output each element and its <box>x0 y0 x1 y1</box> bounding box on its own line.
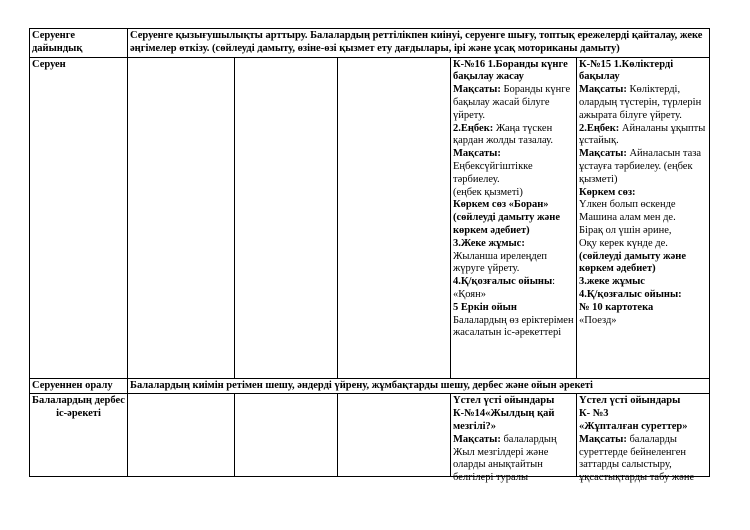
independent-row <box>30 394 710 477</box>
independent-label: Балалардың дербес іс-әрекеті <box>30 394 128 477</box>
cell-line: Мақсаты: <box>453 148 501 160</box>
cell-line: К-№14«Жылдың қай мезгілі?» <box>453 408 555 432</box>
cell-line: Көркем сөз: <box>579 186 636 198</box>
prep-row <box>30 29 710 58</box>
cell-line: Мақсаты: балаларды суреттерде бейнеленген заттарды салыстыру, ұқсастықтарды табу және <box>579 433 695 484</box>
cell-line: 3.жеке жұмыс <box>579 276 645 288</box>
independent-thu-content <box>453 395 574 484</box>
cell-line: 5 Еркін ойын <box>453 301 517 313</box>
independent-cell-tue <box>235 394 338 477</box>
cell-line: Мақсаты: балалардың Жыл мезгілдері және оларды анықтайтын белгілері туралы <box>453 433 557 484</box>
cell-line: Мақсаты: Боранды күнге бақылау жасай білуге үйрету. <box>453 84 571 121</box>
cell-line: Көркем сөз «Боран» (сөйлеуді дамыту және көркем әдебиет) <box>453 199 560 236</box>
cell-line: К- №3 <box>579 408 609 420</box>
walk-label: Серуен <box>30 57 128 378</box>
prep-text: Серуенге қызығушылықты арттыру. Балалардың реттілікпен киінуі, серуенге шығу, топтық ережелерді қайталау, жеке әңгімелер өткізу. (сөйлеуді дамыту, өзіне-өзі қызмет ету дағдылары, ірі және ұсақ моториканы дамыту) <box>128 29 710 58</box>
independent-cell-mon <box>128 394 235 477</box>
independent-cell-fri <box>577 394 710 484</box>
cell-line: 4.Қ/қозғалыс ойыны: «Қоян» <box>453 276 556 300</box>
cell-line: 2.Еңбек: Жаңа түскен қардан жолды тазалау. <box>453 122 553 147</box>
cell-line: Үлкен болып өскенде <box>579 199 676 211</box>
independent-cell-thu <box>451 394 577 484</box>
plan-table <box>29 28 710 484</box>
independent-fri-content <box>579 395 707 484</box>
cell-line: 3.Жеке жұмыс: <box>453 237 525 249</box>
walk-cell-wed <box>338 57 451 378</box>
cell-line: Оқу керек күнде де. (сөйлеуді дамыту және көркем әдебиет) <box>579 237 686 275</box>
cell-line: 4.Қ/қозғалыс ойыны: <box>579 288 682 300</box>
cell-line: 2.Еңбек: Айналаны ұқыпты ұстайық. <box>579 122 706 147</box>
cell-line: Машина алам мен де. <box>579 212 676 224</box>
cell-line: № 10 картотека <box>579 301 654 313</box>
cell-line: Мақсаты: Айналасын таза ұстауға тәрбиелеу. (еңбек қызметі) <box>579 148 702 185</box>
cell-line: Жыланша ирелеңдеп жүруге үйрету. <box>453 250 548 275</box>
cell-line: «Поезд» <box>579 314 617 326</box>
return-row <box>30 378 710 394</box>
return-text: Балалардың киімін ретімен шешу, әндерді үйрену, жұмбақтарды шешу, дербес және ойын әрекеті <box>128 378 710 394</box>
walk-cell-fri <box>577 57 710 378</box>
walk-cell-tue <box>235 57 338 378</box>
cell-line: Балалардың өз еріктерімен жасалатын іс-әрекеттері <box>453 314 574 339</box>
return-label: Серуеннен оралу <box>30 378 128 394</box>
cell-line: Үстел үсті ойындары <box>453 395 555 407</box>
cell-line: (еңбек қызметі) <box>453 186 523 198</box>
walk-row <box>30 57 710 378</box>
cell-line: К-№15 1.Көліктерді бақылау <box>579 58 674 83</box>
cell-line: Үстел үсті ойындары <box>579 395 681 407</box>
prep-label: Серуенге дайындық <box>30 29 128 58</box>
walk-cell-mon <box>128 57 235 378</box>
cell-line: «Жұпталған суреттер» <box>579 420 688 432</box>
independent-cell-wed <box>338 394 451 477</box>
walk-cell-thu <box>451 57 577 378</box>
cell-line: Бірақ ол үшін әрине, <box>579 224 672 236</box>
cell-line: Мақсаты: Көліктерді, олардың түстерін, түрлерін ажырата білуге үйрету. <box>579 84 702 121</box>
cell-line: Еңбексүйгіштікке тәрбиелеу. <box>453 160 533 185</box>
cell-line: К-№16 1.Боранды күнге бақылау жасау <box>453 58 568 83</box>
